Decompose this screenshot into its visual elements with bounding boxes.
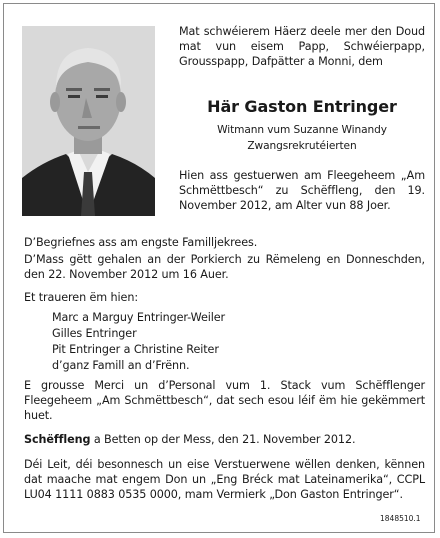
place-date-line <box>24 432 425 447</box>
mourner-item: Marc a Marguy Entringer-Weiler <box>52 311 226 324</box>
place-name: Schëffleng <box>24 433 91 446</box>
portrait-photo <box>22 26 155 216</box>
intro-text: Mat schwéierem Häerz deele mer den Doud mat vun eisem Papp, Schwéierpapp, Grousspapp, Dafpätter a Monni, dem <box>179 25 425 68</box>
mourners-heading: Et traueren ëm hien: <box>24 291 138 304</box>
thanks-text: E grousse Merci un d’Personal vum 1. Stack vum Schëfflenger Fleegeheem „Am Schmëttbesch“, dat sech esou léif ëm hie gekëmmert huet. <box>24 379 425 422</box>
mourner-item: d’ganz Famill an d’Frënn. <box>52 359 190 372</box>
reference-number: 1848510.1 <box>380 514 421 523</box>
widower-line: Witmann vum Suzanne Winandy <box>217 124 387 136</box>
donation-text: Déi Leit, déi besonnesch un eise Verstuerwene wëllen denken, kënnen dat maache mat engem Don un „Eng Bréck mat Lateinamerika“, CCPL LU04 1111 0883 0535 0000, mam Vermierk „Don Gaston Entringer“. <box>24 458 425 501</box>
mass-text: D’Mass gëtt gehalen an der Porkierch zu Rëmeleng en Donneschden, den 22. November 2012 um 16 Auer. <box>24 253 425 281</box>
mourner-item: Gilles Entringer <box>52 327 137 340</box>
forced-recruit-line: Zwangsrekrutéierten <box>247 140 357 152</box>
portrait-image <box>22 26 155 216</box>
obituary-frame <box>3 3 435 533</box>
place-date-text: a Betten op der Mess, den 21. November 2012. <box>90 433 356 446</box>
mourner-item: Pit Entringer a Christine Reiter <box>52 343 219 356</box>
burial-line: D’Begriefnes ass am engste Familljekrees. <box>24 236 258 249</box>
deceased-name: Här Gaston Entringer <box>207 97 397 116</box>
death-notice: Hien ass gestuerwen am Fleegeheem „Am Schmëttbesch“ zu Schëffleng, den 19. November 2012, am Alter vun 88 Joer. <box>179 169 425 212</box>
